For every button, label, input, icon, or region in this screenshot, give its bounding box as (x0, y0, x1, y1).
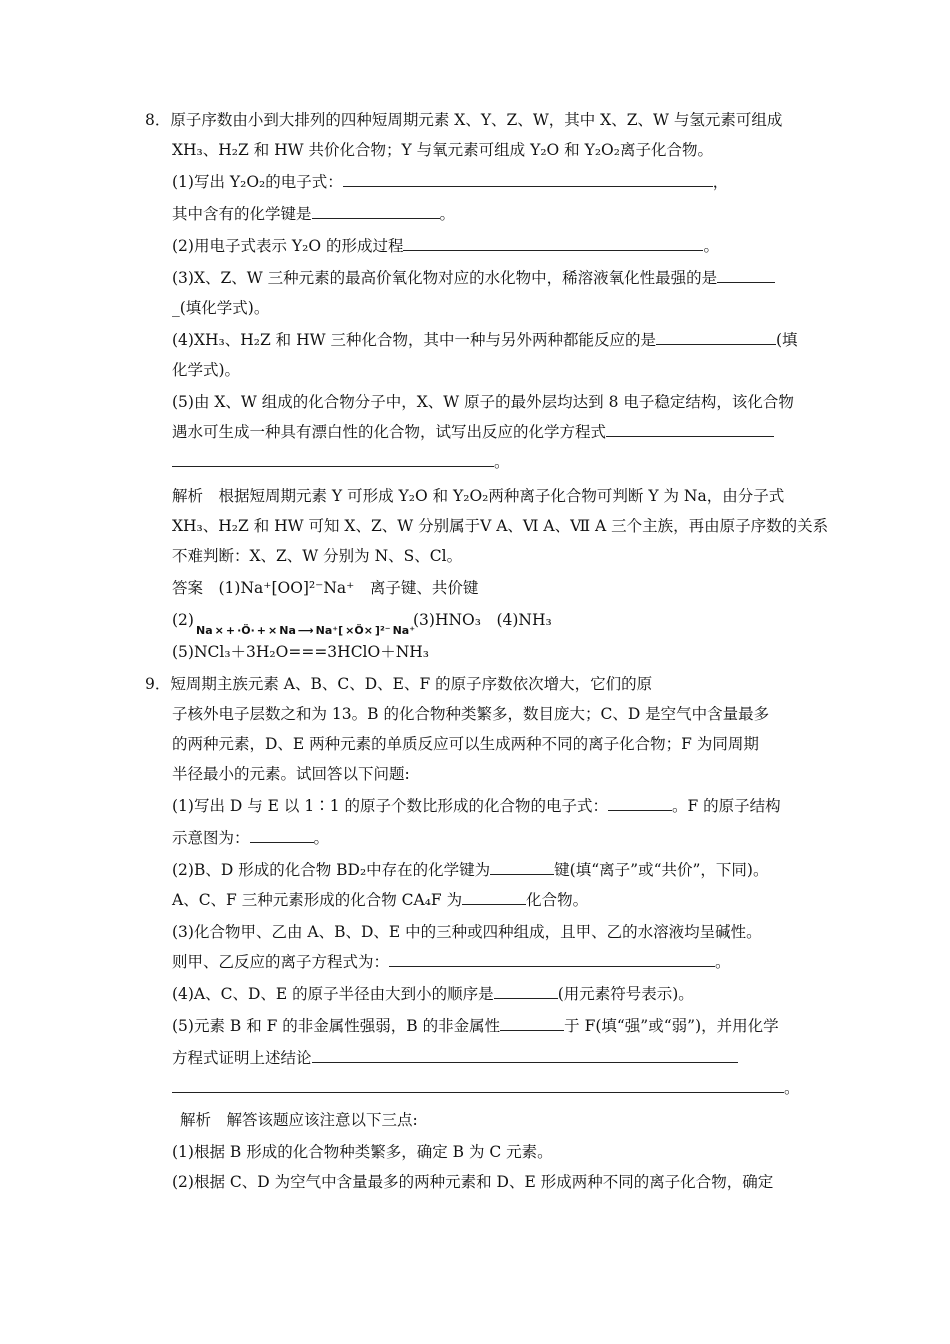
text-line (145, 674, 652, 694)
answer-blank[interactable] (172, 1078, 784, 1093)
line-text: XH₃、H₂Z 和 HW 可知 X、Z、W 分别属于Ⅴ A、Ⅵ A、Ⅶ A 三个主族，再由原子序数的关系 (172, 517, 829, 535)
line-text: (2) (172, 611, 194, 629)
text-line (172, 172, 728, 192)
line-text: (3)化合物甲、乙由 A、B、D、E 中的三种或四种组成，且甲、乙的水溶液均呈碱性。 (172, 923, 762, 941)
text-line (172, 360, 240, 380)
line-text: XH₃、H₂Z 和 HW 共价化合物；Y 与氧元素可组成 Y₂O 和 Y₂O₂离子化合物。 (172, 141, 713, 159)
line-text: (2)根据 C、D 为空气中含量最多的两种元素和 D、E 形成两种不同的离子化合物，确定 (172, 1173, 774, 1191)
blank-suffix: 化合物。 (526, 891, 589, 909)
line-text: 子核外电子层数之和为 13。B 的化合物种类繁多，数目庞大；C、D 是空气中含量最多 (172, 705, 770, 723)
blank-suffix: (填 (775, 331, 798, 349)
text-line (172, 704, 769, 724)
line-text: (3)HNO₃ (4)NH₃ (413, 611, 552, 629)
equation-token: × (268, 624, 278, 637)
text-line (172, 796, 781, 816)
answer-blank[interactable] (606, 422, 774, 437)
equation-token: ⟶ (297, 624, 314, 637)
answer-blank[interactable] (312, 1048, 738, 1063)
answer-blank[interactable] (656, 330, 776, 345)
answer-blank[interactable] (312, 204, 440, 219)
blank-suffix: (用元素符号表示)。 (557, 985, 694, 1003)
equation-token: ·Ö· (237, 624, 255, 637)
equation-token: × (214, 624, 224, 637)
blank-suffix: 。 (703, 237, 719, 255)
text-line (172, 268, 775, 288)
answer-blank[interactable] (608, 796, 672, 811)
blank-suffix: 。F 的原子结构 (672, 797, 781, 815)
text-line (172, 610, 194, 630)
line-text: 其中含有的化学键是 (172, 205, 312, 223)
line-text: 则甲、乙反应的离子方程式为： (172, 953, 390, 971)
text-line (172, 1078, 800, 1098)
line-text: 方程式证明上述结论 (172, 1049, 312, 1067)
text-line (172, 578, 478, 598)
line-text: (1)写出 D 与 E 以 1∶1 的原子个数比形成的化合物的电子式： (172, 797, 608, 815)
answer-blank[interactable] (490, 860, 554, 875)
line-text: 化学式)。 (172, 361, 241, 379)
text-line (172, 298, 269, 318)
line-text: 9．短周期主族元素 A、B、C、D、E、F 的原子序数依次增大，它们的原 (145, 675, 653, 693)
text-line (172, 330, 798, 350)
answer-blank[interactable] (500, 1016, 564, 1031)
text-line (172, 952, 731, 972)
equation-token: Na (196, 624, 213, 637)
line-text: (5)由 X、W 组成的化合物分子中，X、W 原子的最外层均达到 8 电子稳定结构，该化合物 (172, 393, 794, 411)
blank-suffix: 。 (439, 205, 456, 223)
equation-token: ]²⁻ (374, 624, 391, 637)
text-line (172, 642, 429, 662)
blank-suffix: 于 F(填“强”或“弱”)，并用化学 (564, 1017, 779, 1035)
text-line (172, 922, 762, 942)
answer-blank[interactable] (250, 828, 314, 843)
line-text: (5)NCl₃＋3H₂O===3HClO＋NH₃ (172, 643, 430, 661)
line-text: (4)A、C、D、E 的原子半径由大到小的顺序是 (172, 985, 494, 1003)
answer-blank[interactable] (717, 268, 775, 283)
blank-suffix: 键(填“离子”或“共价”，下同)。 (554, 861, 769, 879)
text-line (172, 204, 455, 224)
text-line (172, 486, 784, 506)
answer-blank[interactable] (343, 172, 713, 187)
text-line (172, 236, 719, 256)
text-line (172, 860, 768, 880)
text-line (172, 140, 713, 160)
text-line (172, 890, 588, 910)
answer-blank[interactable] (389, 952, 715, 967)
text-line (172, 422, 774, 442)
equation-token: ×Ö× (345, 624, 373, 637)
line-text: (2)用电子式表示 Y₂O 的形成过程 (172, 237, 404, 255)
line-text: 不难判断：X、Z、W 分别为 N、S、Cl。 (172, 547, 463, 565)
text-line (172, 1016, 779, 1036)
line-text: 8．原子序数由小到大排列的四种短周期元素 X、Y、Z、W，其中 X、Z、W 与氢元素可组成 (145, 111, 783, 129)
blank-suffix: ， (712, 173, 729, 191)
line-text: 解析 解答该题应该注意以下三点: (180, 1111, 418, 1129)
blank-suffix: 。 (784, 1079, 800, 1097)
text-line (172, 828, 329, 848)
text-line (145, 110, 782, 130)
line-text: 答案 (1)Na⁺[OO]²⁻Na⁺ 离子键、共价键 (172, 579, 479, 597)
text-line (172, 392, 794, 412)
blank-suffix: 。 (313, 829, 330, 847)
text-line (172, 734, 759, 754)
line-text: 半径最小的元素。试回答以下问题: (172, 765, 410, 783)
equation-token: Na⁺ (392, 624, 416, 637)
line-text: (1)写出 Y₂O₂的电子式： (172, 173, 343, 191)
text-line (413, 610, 552, 630)
line-text: 遇水可生成一种具有漂白性的化合物，试写出反应的化学方程式 (172, 423, 607, 441)
text-line (172, 516, 828, 536)
line-text: (5)元素 B 和 F 的非金属性强弱，B 的非金属性 (172, 1017, 501, 1035)
blank-suffix: 。 (494, 453, 510, 471)
line-text: (4)XH₃、H₂Z 和 HW 三种化合物，其中一种与另外两种都能反应的是 (172, 331, 656, 349)
equation-token: + (256, 624, 267, 637)
equation-token: Na (279, 624, 296, 637)
blank-suffix: 。 (715, 953, 731, 971)
text-line (172, 764, 410, 784)
text-line (172, 546, 462, 566)
text-line (172, 1048, 738, 1068)
text-line (172, 1172, 773, 1192)
line-text: 的两种元素，D、E 两种元素的单质反应可以生成两种不同的离子化合物；F 为同周期 (172, 735, 759, 753)
line-text: (1)根据 B 形成的化合物种类繁多，确定 B 为 C 元素。 (172, 1143, 553, 1161)
equation-token: Na⁺[ (315, 624, 344, 637)
line-text: (3)X、Z、W 三种元素的最高价氧化物对应的水化物中，稀溶液氧化性最强的是 (172, 269, 718, 287)
text-line (172, 984, 694, 1004)
line-text: 解析 根据短周期元素 Y 可形成 Y₂O 和 Y₂O₂两种离子化合物可判断 Y 为 Na，由分子式 (172, 487, 785, 505)
line-text: 示意图为： (172, 829, 250, 847)
text-line (172, 452, 510, 472)
answer-blank[interactable] (494, 984, 558, 999)
electron-formation-equation (196, 624, 417, 637)
line-text: (2)B、D 形成的化合物 BD₂中存在的化学键为 (172, 861, 491, 879)
answer-blank[interactable] (403, 236, 703, 251)
answer-blank[interactable] (462, 890, 526, 905)
text-line (180, 1110, 418, 1130)
line-text: _(填化学式)。 (172, 299, 270, 317)
line-text: A、C、F 三种元素形成的化合物 CA₄F 为 (172, 891, 463, 909)
answer-blank[interactable] (172, 452, 494, 467)
equation-token: + (225, 624, 236, 637)
text-line (172, 1142, 553, 1162)
